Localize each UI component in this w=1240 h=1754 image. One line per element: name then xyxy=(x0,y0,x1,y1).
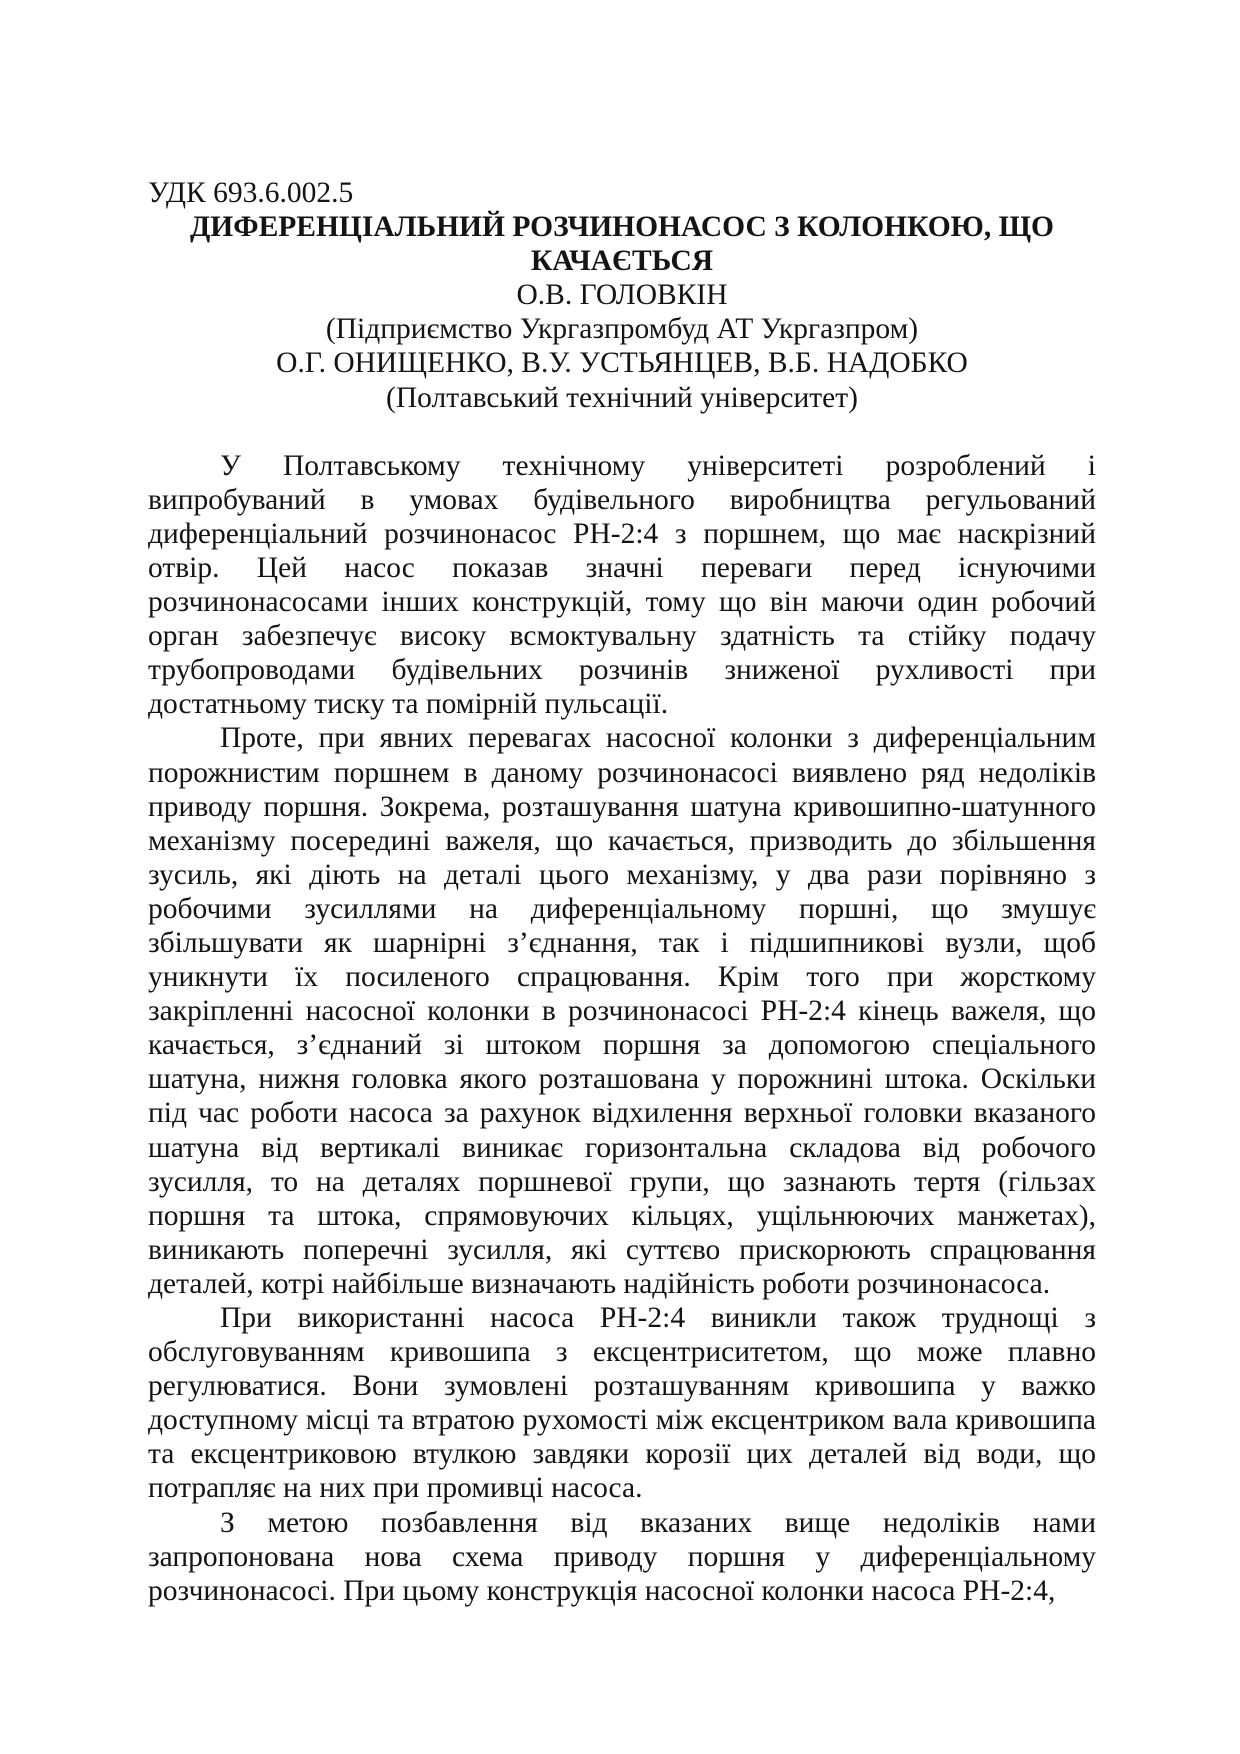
body-paragraph: Проте, при явних перевагах насосної колонки з диференціальним порожнистим поршнем в даному розчинонасосі виявлено ряд недоліків приводу поршня. Зокрема, розташування шатуна кривошипно-шатунного механізму посередині важеля, що качається, призводить до збільшення зусиль, які діють на деталі цього механізму, у два рази порівняно з робочими зусиллями на диференціальному поршні, що змушує збільшувати як шарнірні з’єднання, так і підшипникові вузли, щоб уникнути їх посиленого спрацювання. Крім того при жорсткому закріпленні насосної колонки в розчинонасосі РН-2:4 кінець важеля, що качається, з’єднаний зі штоком поршня за допомогою спеціального шатуна, нижня головка якого розташована у порожнині штока. Оскільки під час роботи насоса за рахунок відхилення верхньої головки вказаного шатуна від вертикалі виникає горизонтальна складова від робочого зусилля, то на деталях поршневої групи, що зазнають тертя (гільзах поршня та штока, спрямовуючих кільцях, ущільнюючих манжетах), виникають поперечні зусилля, які суттєво прискорюють спрацювання деталей, котрі найбільше визначають надійність роботи розчинонасоса. xyxy=(148,722,1096,1300)
body-paragraph: У Полтавському технічному університеті розроблений і випробуваний в умовах будівельного виробництва регульований диференціальний розчинонасос РН-2:4 з поршнем, що має наскрізний отвір. Цей насос показав значні переваги перед існуючими розчинонасосами інших конструкцій, тому що він маючи один робочий орган забезпечує високу всмоктувальну здатність та стійку подачу трубопроводами будівельних розчинів зниженої рухливості при достатньому тиску та помірній пульсації. xyxy=(148,449,1096,721)
body-paragraph: При використанні насоса РН-2:4 виникли також труднощі з обслуговуванням кривошипа з ексцентриситетом, що може плавно регулюватися. Вони зумовлені розташуванням кривошипа у важко доступному місці та втратою рухомості між ексцентриком вала кривошипа та ексцентриковою втулкою завдяки корозії цих деталей від води, що потрапляє на них при промивці насоса. xyxy=(148,1302,1096,1505)
body-paragraph: З метою позбавлення від вказаних вище недоліків нами запропонована нова схема приводу поршня у диференціальному розчинонасосі. При цьому конструкція насосної колонки насоса РН-2:4, xyxy=(148,1506,1096,1607)
section-spacer xyxy=(148,415,1096,449)
author-names: О.В. ГОЛОВКІН xyxy=(516,279,728,312)
document-page xyxy=(148,176,1096,1608)
author-affiliation: (Полтавський технічний університет) xyxy=(386,381,858,414)
udc-code: УДК 693.6.002.5 xyxy=(148,177,354,209)
author-affiliation: (Підприємство Укргазпромбуд АТ Укргазпром) xyxy=(325,313,919,346)
paper-title-line-1: ДИФЕРЕНЦІАЛЬНИЙ РОЗЧИНОНАСОС З КОЛОНКОЮ, ЩО xyxy=(190,211,1054,244)
author-names: О.Г. ОНИЩЕНКО, В.У. УСТЬЯНЦЕВ, В.Б. НАДОБКО xyxy=(276,347,968,380)
paper-title-line-2: КАЧАЄТЬСЯ xyxy=(530,245,714,278)
